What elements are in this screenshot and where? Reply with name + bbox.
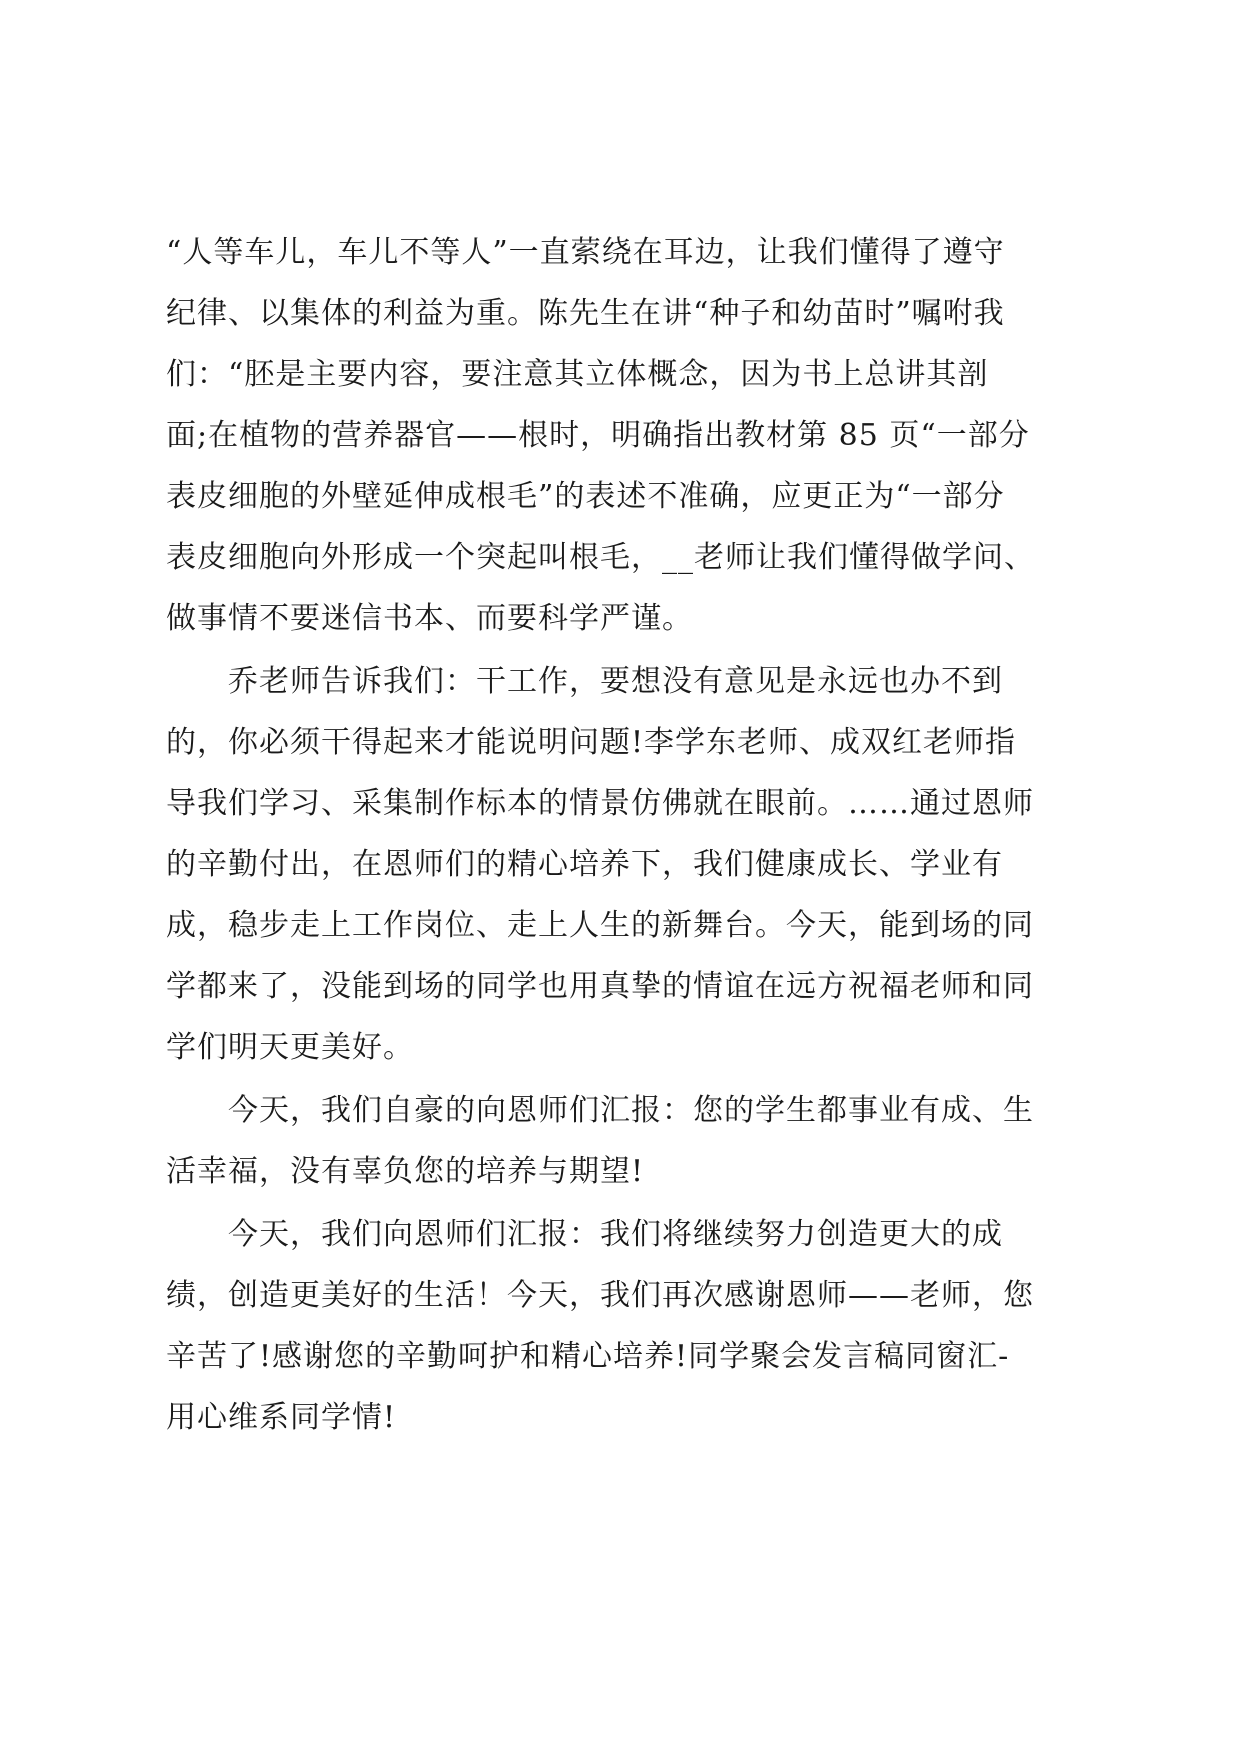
paragraph-2-line-5: 成，稳步走上工作岗位、走上人生的新舞台。今天，能到场的同 bbox=[166, 908, 1034, 943]
paragraph-1-line-1: “人等车儿，车儿不等人”一直萦绕在耳边，让我们懂得了遵守 bbox=[166, 235, 1005, 270]
paragraph-3-line-2: 活幸福，没有辜负您的培养与期望! bbox=[166, 1154, 645, 1189]
paragraph-4-line-2: 绩，创造更美好的生活！今天，我们再次感谢恩师——老师，您 bbox=[166, 1278, 1034, 1313]
paragraph-1-line-2: 纪律、以集体的利益为重。陈先生在讲“种子和幼苗时”嘱咐我 bbox=[166, 296, 1005, 331]
paragraph-1-line-4: 面;在植物的营养器官——根时，明确指出教材第 85 页“一部分 bbox=[166, 418, 1030, 453]
paragraph-2-line-3: 导我们学习、采集制作标本的情景仿佛就在眼前。……通过恩师 bbox=[166, 786, 1034, 821]
paragraph-4-line-3: 辛苦了!感谢您的辛勤呵护和精心培养!同学聚会发言稿同窗汇- bbox=[166, 1339, 1010, 1374]
paragraph-2-line-4: 的辛勤付出，在恩师们的精心培养下，我们健康成长、学业有 bbox=[166, 847, 1003, 882]
paragraph-2-line-6: 学都来了，没能到场的同学也用真挚的情谊在远方祝福老师和同 bbox=[166, 969, 1034, 1004]
paragraph-1-line-6: 表皮细胞向外形成一个突起叫根毛，__老师让我们懂得做学问、 bbox=[166, 540, 1035, 575]
paragraph-1-line-7: 做事情不要迷信书本、而要科学严谨。 bbox=[166, 601, 693, 636]
paragraph-1-line-5: 表皮细胞的外壁延伸成根毛”的表述不准确，应更正为“一部分 bbox=[166, 479, 1005, 514]
paragraph-3-line-1: 今天，我们自豪的向恩师们汇报：您的学生都事业有成、生 bbox=[228, 1093, 1034, 1128]
paragraph-4-line-4: 用心维系同学情! bbox=[166, 1400, 397, 1435]
paragraph-1-line-3: 们：“胚是主要内容，要注意其立体概念，因为书上总讲其剖 bbox=[166, 357, 989, 392]
paragraph-2-line-1: 乔老师告诉我们：干工作，要想没有意见是永远也办不到 bbox=[228, 664, 1003, 699]
paragraph-2-line-7: 学们明天更美好。 bbox=[166, 1030, 414, 1065]
paragraph-2-line-2: 的，你必须干得起来才能说明问题!李学东老师、成双红老师指 bbox=[166, 725, 1017, 760]
document-body bbox=[166, 222, 1096, 1448]
paragraph-4-line-1: 今天，我们向恩师们汇报：我们将继续努力创造更大的成 bbox=[228, 1217, 1003, 1252]
